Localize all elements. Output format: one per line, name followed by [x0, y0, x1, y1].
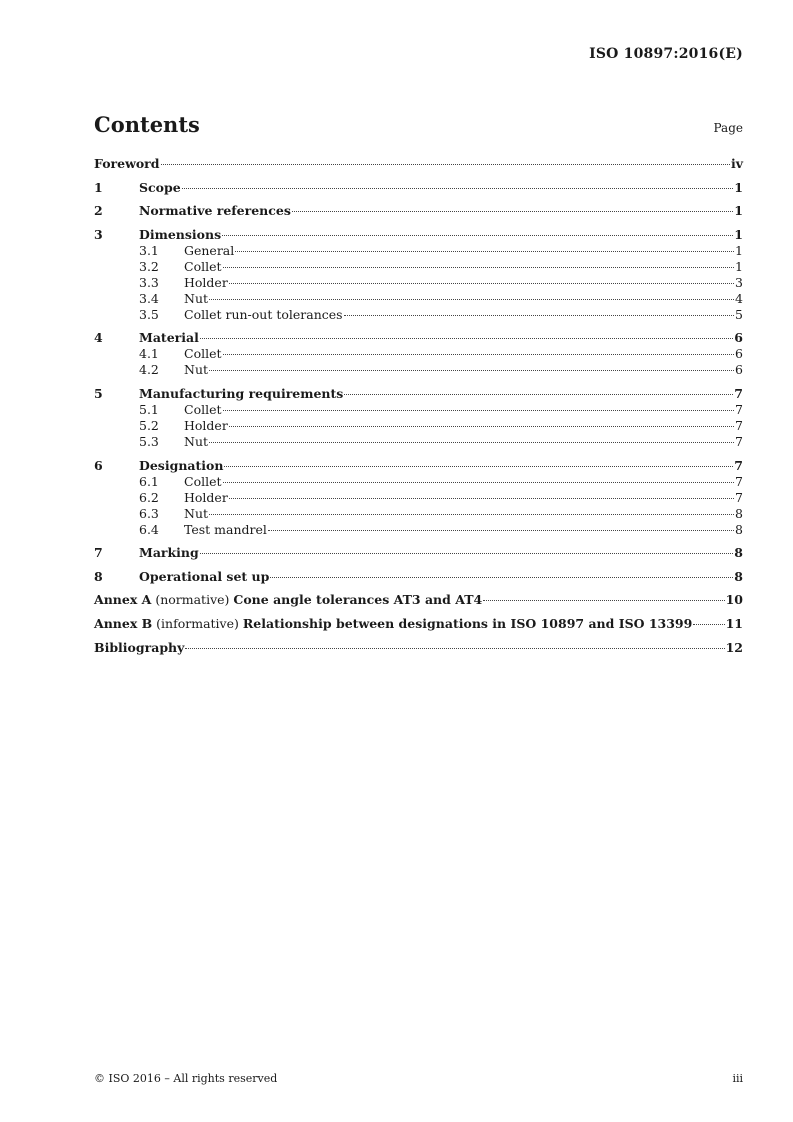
toc-entry[interactable]: [94, 592, 743, 608]
dot-leader: [222, 235, 733, 236]
toc-entry-page: 6: [734, 330, 743, 346]
toc-entry-number: 3: [94, 226, 103, 242]
toc-entry-page: 8: [734, 545, 743, 561]
toc-entry-number: 8: [94, 568, 103, 584]
dot-leader: [223, 482, 735, 483]
dot-leader: [161, 164, 730, 165]
toc-entry[interactable]: [94, 203, 743, 219]
dot-leader: [229, 426, 734, 427]
toc-entry-title: Manufacturing requirements: [139, 385, 344, 401]
toc-entry-page: 7: [734, 385, 743, 401]
toc-entry[interactable]: [94, 275, 743, 291]
toc-entry-title: Operational set up: [139, 568, 270, 584]
toc-entry-number: 5.3: [139, 433, 159, 449]
toc-entry-page: 8: [735, 505, 743, 521]
toc-entry-title: Nut: [184, 433, 209, 449]
annex-title: Relationship between designations in ISO 10897 and ISO 13399: [242, 615, 693, 631]
annex-label: Annex A: [94, 592, 152, 608]
toc-entry[interactable]: [94, 458, 743, 474]
toc-entry-page: 7: [735, 433, 743, 449]
annex-qualifier: (informative): [152, 615, 243, 631]
toc-entry-page: 10: [725, 592, 743, 608]
toc-entry[interactable]: [94, 243, 743, 259]
toc-entry-title: Collet: [184, 346, 222, 362]
toc-entry-number: 6.2: [139, 489, 159, 505]
toc-entry-title: Nut: [184, 505, 209, 521]
toc-entry-number: 6.4: [139, 521, 159, 537]
toc-entry-number: 5: [94, 385, 103, 401]
dot-leader: [185, 648, 724, 649]
dot-leader: [235, 251, 734, 252]
toc-entry-page: 8: [734, 568, 743, 584]
toc-entry[interactable]: [94, 330, 743, 346]
toc-entry[interactable]: [94, 506, 743, 522]
dot-leader: [344, 394, 733, 395]
toc-entry-number: 6.1: [139, 473, 159, 489]
annex-title: Cone angle tolerances AT3 and AT4: [233, 592, 483, 608]
toc-entry-title: Collet: [184, 258, 222, 274]
toc-entry-title: Scope: [139, 179, 181, 195]
toc-entry-page: 7: [735, 473, 743, 489]
toc-entry[interactable]: [94, 156, 743, 172]
toc-entry[interactable]: [94, 227, 743, 243]
table-of-contents: [94, 156, 743, 656]
page-column-label: Page: [713, 121, 743, 135]
page-number: iii: [732, 1072, 743, 1085]
toc-entry-page: 6: [735, 346, 743, 362]
dot-leader: [229, 283, 734, 284]
toc-entry-number: 1: [94, 179, 103, 195]
dot-leader: [223, 410, 735, 411]
dot-leader: [223, 267, 735, 268]
toc-entry-title: Material: [139, 330, 199, 346]
toc-entry-page: 12: [725, 639, 743, 655]
dot-leader: [229, 498, 734, 499]
document-id: ISO 10897:2016(E): [589, 46, 743, 62]
toc-entry[interactable]: [94, 640, 743, 656]
toc-entry[interactable]: [94, 434, 743, 450]
annex-label: Annex B: [94, 615, 153, 631]
toc-entry-title: Nut: [184, 362, 209, 378]
toc-entry[interactable]: [94, 616, 743, 632]
toc-entry-page: 6: [735, 362, 743, 378]
toc-entry[interactable]: [94, 569, 743, 585]
toc-entry-page: 8: [735, 521, 743, 537]
toc-entry-page: 4: [735, 290, 743, 306]
toc-entry[interactable]: [94, 346, 743, 362]
toc-entry-page: 5: [735, 306, 743, 322]
dot-leader: [224, 466, 733, 467]
contents-heading: [94, 112, 743, 137]
dot-leader: [182, 188, 734, 189]
dot-leader: [200, 338, 733, 339]
toc-entry-page: 7: [735, 489, 743, 505]
toc-entry-title: Collet run-out tolerances: [184, 306, 343, 322]
page-footer: [94, 1072, 743, 1085]
toc-entry[interactable]: [94, 490, 743, 506]
toc-entry[interactable]: [94, 362, 743, 378]
toc-entry[interactable]: [94, 418, 743, 434]
toc-entry-page: 7: [734, 457, 743, 473]
toc-entry-page: 7: [735, 417, 743, 433]
dot-leader: [200, 553, 734, 554]
toc-entry-page: 1: [735, 258, 743, 274]
toc-entry-page: 7: [735, 401, 743, 417]
toc-entry-number: 4.2: [139, 362, 159, 378]
toc-entry-page: iv: [730, 156, 743, 171]
dot-leader: [209, 370, 734, 371]
toc-entry-page: 11: [725, 615, 743, 631]
toc-entry-title: Marking: [139, 545, 199, 561]
dot-leader: [268, 530, 734, 531]
toc-entry[interactable]: [94, 180, 743, 196]
toc-entry-title: Foreword: [94, 156, 160, 171]
toc-entry-number: 6: [94, 457, 103, 473]
toc-entry-number: 3.1: [139, 242, 159, 258]
toc-entry-number: 3.3: [139, 274, 159, 290]
toc-entry-title: Holder: [184, 489, 228, 505]
toc-entry-number: 3.5: [139, 306, 159, 322]
toc-entry-number: 4: [94, 330, 103, 346]
toc-entry-title: Normative references: [139, 203, 291, 219]
toc-entry[interactable]: [94, 386, 743, 402]
annex-qualifier: (normative): [151, 592, 234, 608]
toc-entry-number: 5.2: [139, 417, 159, 433]
toc-entry-title: Nut: [184, 290, 209, 306]
toc-entry-page: 3: [735, 274, 743, 290]
dot-leader: [209, 442, 734, 443]
toc-entry-title: Holder: [184, 274, 228, 290]
toc-entry[interactable]: [94, 291, 743, 307]
dot-leader: [223, 354, 735, 355]
dot-leader: [209, 299, 734, 300]
toc-entry-title: Test mandrel: [184, 521, 267, 537]
toc-entry[interactable]: [94, 545, 743, 561]
toc-entry-number: 5.1: [139, 401, 159, 417]
dot-leader: [270, 577, 733, 578]
contents-title: Contents: [94, 112, 200, 137]
toc-entry-page: 1: [734, 203, 743, 219]
toc-entry-title: Collet: [184, 473, 222, 489]
toc-entry-number: 3.4: [139, 290, 159, 306]
toc-entry-title: Bibliography: [94, 639, 185, 655]
toc-entry[interactable]: [94, 402, 743, 418]
toc-entry-number: 7: [94, 545, 103, 561]
toc-entry[interactable]: [94, 259, 743, 275]
toc-entry[interactable]: [94, 474, 743, 490]
toc-entry-title: Holder: [184, 417, 228, 433]
dot-leader: [693, 624, 724, 625]
toc-entry-title: [94, 592, 482, 608]
dot-leader: [209, 514, 734, 515]
toc-entry-title: Designation: [139, 457, 224, 473]
toc-entry-title: Dimensions: [139, 226, 222, 242]
copyright-notice: © ISO 2016 – All rights reserved: [94, 1072, 278, 1085]
dot-leader: [344, 315, 734, 316]
dot-leader: [483, 600, 724, 601]
toc-entry-number: 4.1: [139, 346, 159, 362]
dot-leader: [292, 211, 733, 212]
toc-entry-title: [94, 616, 692, 632]
toc-entry[interactable]: [94, 307, 743, 323]
toc-entry-page: 1: [735, 242, 743, 258]
toc-entry-number: 6.3: [139, 505, 159, 521]
toc-entry-number: 2: [94, 203, 103, 219]
toc-entry-title: Collet: [184, 401, 222, 417]
toc-entry-number: 3.2: [139, 258, 159, 274]
toc-entry[interactable]: [94, 522, 743, 538]
toc-entry-page: 1: [734, 226, 743, 242]
toc-entry-title: General: [184, 242, 235, 258]
toc-entry-page: 1: [734, 179, 743, 195]
